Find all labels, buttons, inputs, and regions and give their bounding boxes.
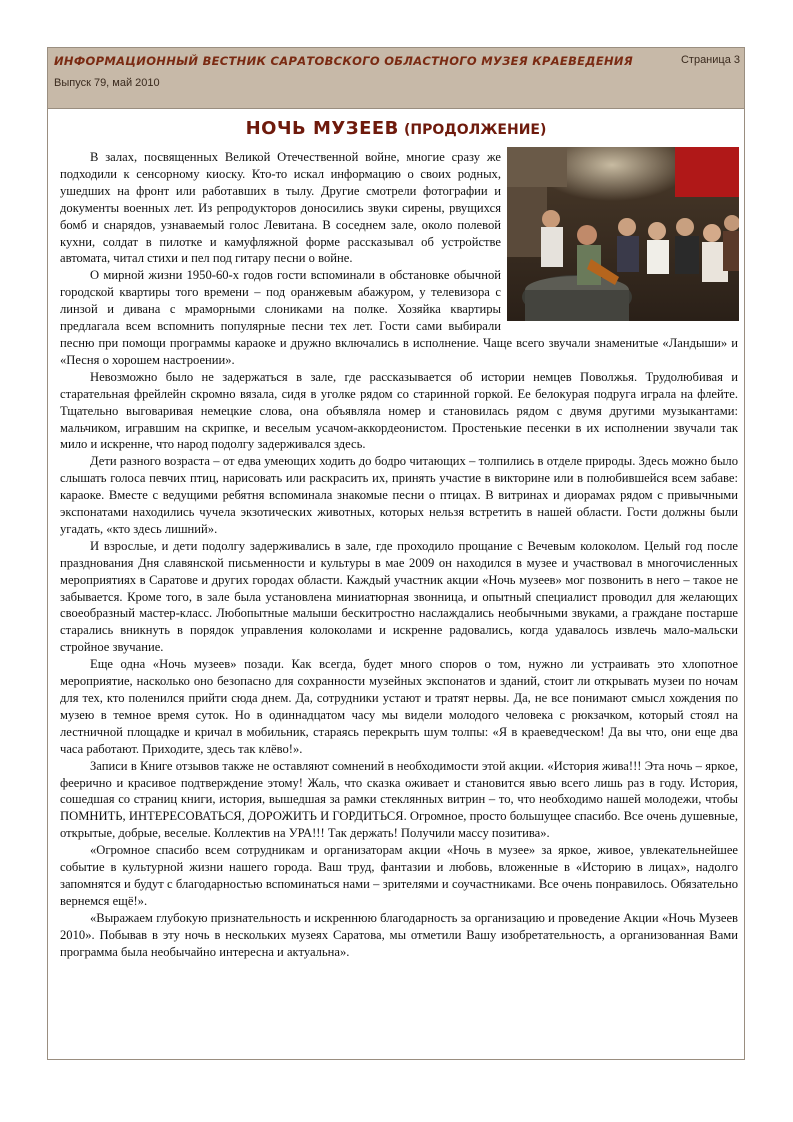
article-paragraph: Невозможно было не задержаться в зале, где рассказывается об истории немцев Поволжья. Трудолюбивая и старательная фрейлейн скромно вязала, сидя в уголке рядом со старинной горкой. Ее белокурая подруга играла на флейте. Тщательно выговаривая немецкие слова, она объявляла номер и становилась рядом с двумя другими музыкантами: мальчиком, игравшим на скрипке, и веселым усачом-аккордеонистом. Простенькие песенки в их исполнении звучали так мило и искренне, что народ подолгу задерживался здесь. [60, 369, 738, 452]
issue-label: Выпуск 79, май 2010 [54, 77, 160, 89]
newsletter-header [48, 48, 744, 109]
article-paragraph: О мирной жизни 1950-60-х годов гости вспоминали в обстановке обычной городской квартиры того времени – под оранжевым абажуром, у телевизора с линзой и дивана с мраморными слониками на полке. Хозяйка квартиры предлагала всем вспомнить популярные песни тех лет. Гости сами выбирали песню при помощи программы караоке и дружно включались в исполнение. Чаще всего звучали знаменитые «Ландыши» и «Песня о хорошем настроении». [60, 268, 738, 367]
page-number: Страница 3 [680, 54, 740, 66]
newsletter-title: ИНФОРМАЦИОННЫЙ ВЕСТНИК САРАТОВСКОГО ОБЛАСТНОГО МУЗЕЯ КРАЕВЕДЕНИЯ [54, 54, 633, 68]
article-paragraph: «Выражаем глубокую признательность и искреннюю благодарность за организацию и проведение Акции «Ночь Музеев 2010». Побывав в эту ночь в нескольких музеях Саратова, мы отметили Вашу изобретательность, а организованная Вами программа была необычайно интересна и актуальна». [60, 910, 738, 959]
page-frame [47, 47, 745, 1060]
article-paragraph: В залах, посвященных Великой Отечественной войне, многие сразу же подходили к сенсорному киоску. Кто-то искал информацию о своих родных, ушедших на фронт или работавших в тылу. Другие смотрели фотографии и документы военных лет. Из репродукторов доносились звуки сирены, рвущихся бомб и снарядов, узнаваемый голос Левитана. В соседнем зале, около полевой кухни, солдат в пилотке и камуфляжной форме рассказывал об устройстве автомата, читал стихи и пел под гитару песни о войне. [60, 150, 501, 266]
article-paragraph: Дети разного возраста – от едва умеющих ходить до бодро читающих – толпились в отделе природы. Здесь можно было слышать голоса певчих птиц, нарисовать или раскрасить их, принять участие в викторине или в полюбившейся всем забаве: караоке. Вместе с ведущими ребятня вспоминала знакомые песни о птицах. В витринах и диорамах рядом с привычными экспонатами находились чучела экзотических животных, которых нельзя встретить в нашей области. Гости должны были угадать, «кто здесь лишний». [60, 454, 738, 536]
article-paragraph: «Огромное спасибо всем сотрудникам и организаторам акции «Ночь в музее» за яркое, живое, увлекательнейшее событие в культурной жизни нашего города. Ваш труд, фантазии и любовь, вложенные в «Историю в лицах», надолго запомнятся и будут с благодарностью вспоминаться нами – зрителями и соучастниками. Все очень понравилось. Обязательно вернемся ещё!». [60, 843, 738, 908]
article-title-suffix: (ПРОДОЛЖЕНИЕ) [404, 122, 547, 138]
photo-placeholder [501, 149, 738, 327]
article-paragraph: Еще одна «Ночь музеев» позади. Как всегда, будет много споров о том, нужно ли устраивать это хлопотное мероприятие, насколько оно безопасно для сохранности музейных экспонатов и зданий, стоит ли открывать музеи по ночам для тех, кто поленился прийти сюда днем. Да, сотрудники устают и тратят нервы. Да, не все понимают смысл хождения по музею в темное время суток. Но в одиннадцатом часу мы видели молодого человека с рюкзачком, который стоял на лестничной площадке и кричал в мобильник, стараясь перекрыть шум толпы: «Я в краеведческом! Да вы что, они еще два часа работают. Приходите, здесь так клёво!». [60, 657, 738, 756]
article-paragraph: Записи в Книге отзывов также не оставляют сомнений в необходимости этой акции. «История жива!!! Эта ночь – яркое, феерично и красивое подтверждение этому! Жаль, что сказка оживает и становится явью всего лишь раз в году. История, сошедшая со страниц книги, история, вышедшая за рамки стеклянных витрин – то, что необходимо нашей молодежи, чтобы ПОМНИТЬ, ИНТЕРЕСОВАТЬСЯ, ДОРОЖИТЬ И ГОРДИТЬСЯ. Огромное, просто большущее спасибо. Все очень душевные, открытые, добрые, веселые. Коллектив на УРА!!! Так держать! Получили массу позитива». [60, 758, 738, 841]
article-title-main: НОЧЬ МУЗЕЕВ [245, 118, 399, 139]
article-body [60, 149, 738, 961]
article-title [48, 118, 744, 139]
article-paragraph: И взрослые, и дети подолгу задерживались в зале, где проходило прощание с Вечевым колоколом. Целый год после празднования Дня славянской письменности и культуры в мае 2009 он находился в музее и участвовал в многочисленных мероприятиях в Саратове и других городах области. Каждый участник акции «Ночь музеев» мог позвонить в него – такое не забывается. Кроме того, в зале была установлена миниатюрная звонница, и опытный специалист проводил для желающих своеобразный мастер-класс. Любопытные малыши бескитростно наслаждались необычными звуками, а граждане постарше старались вникнуть в порядок управления колоколами и искренне радовались, когда удавалось извлечь мало-мальски стройное звучание. [60, 538, 738, 655]
